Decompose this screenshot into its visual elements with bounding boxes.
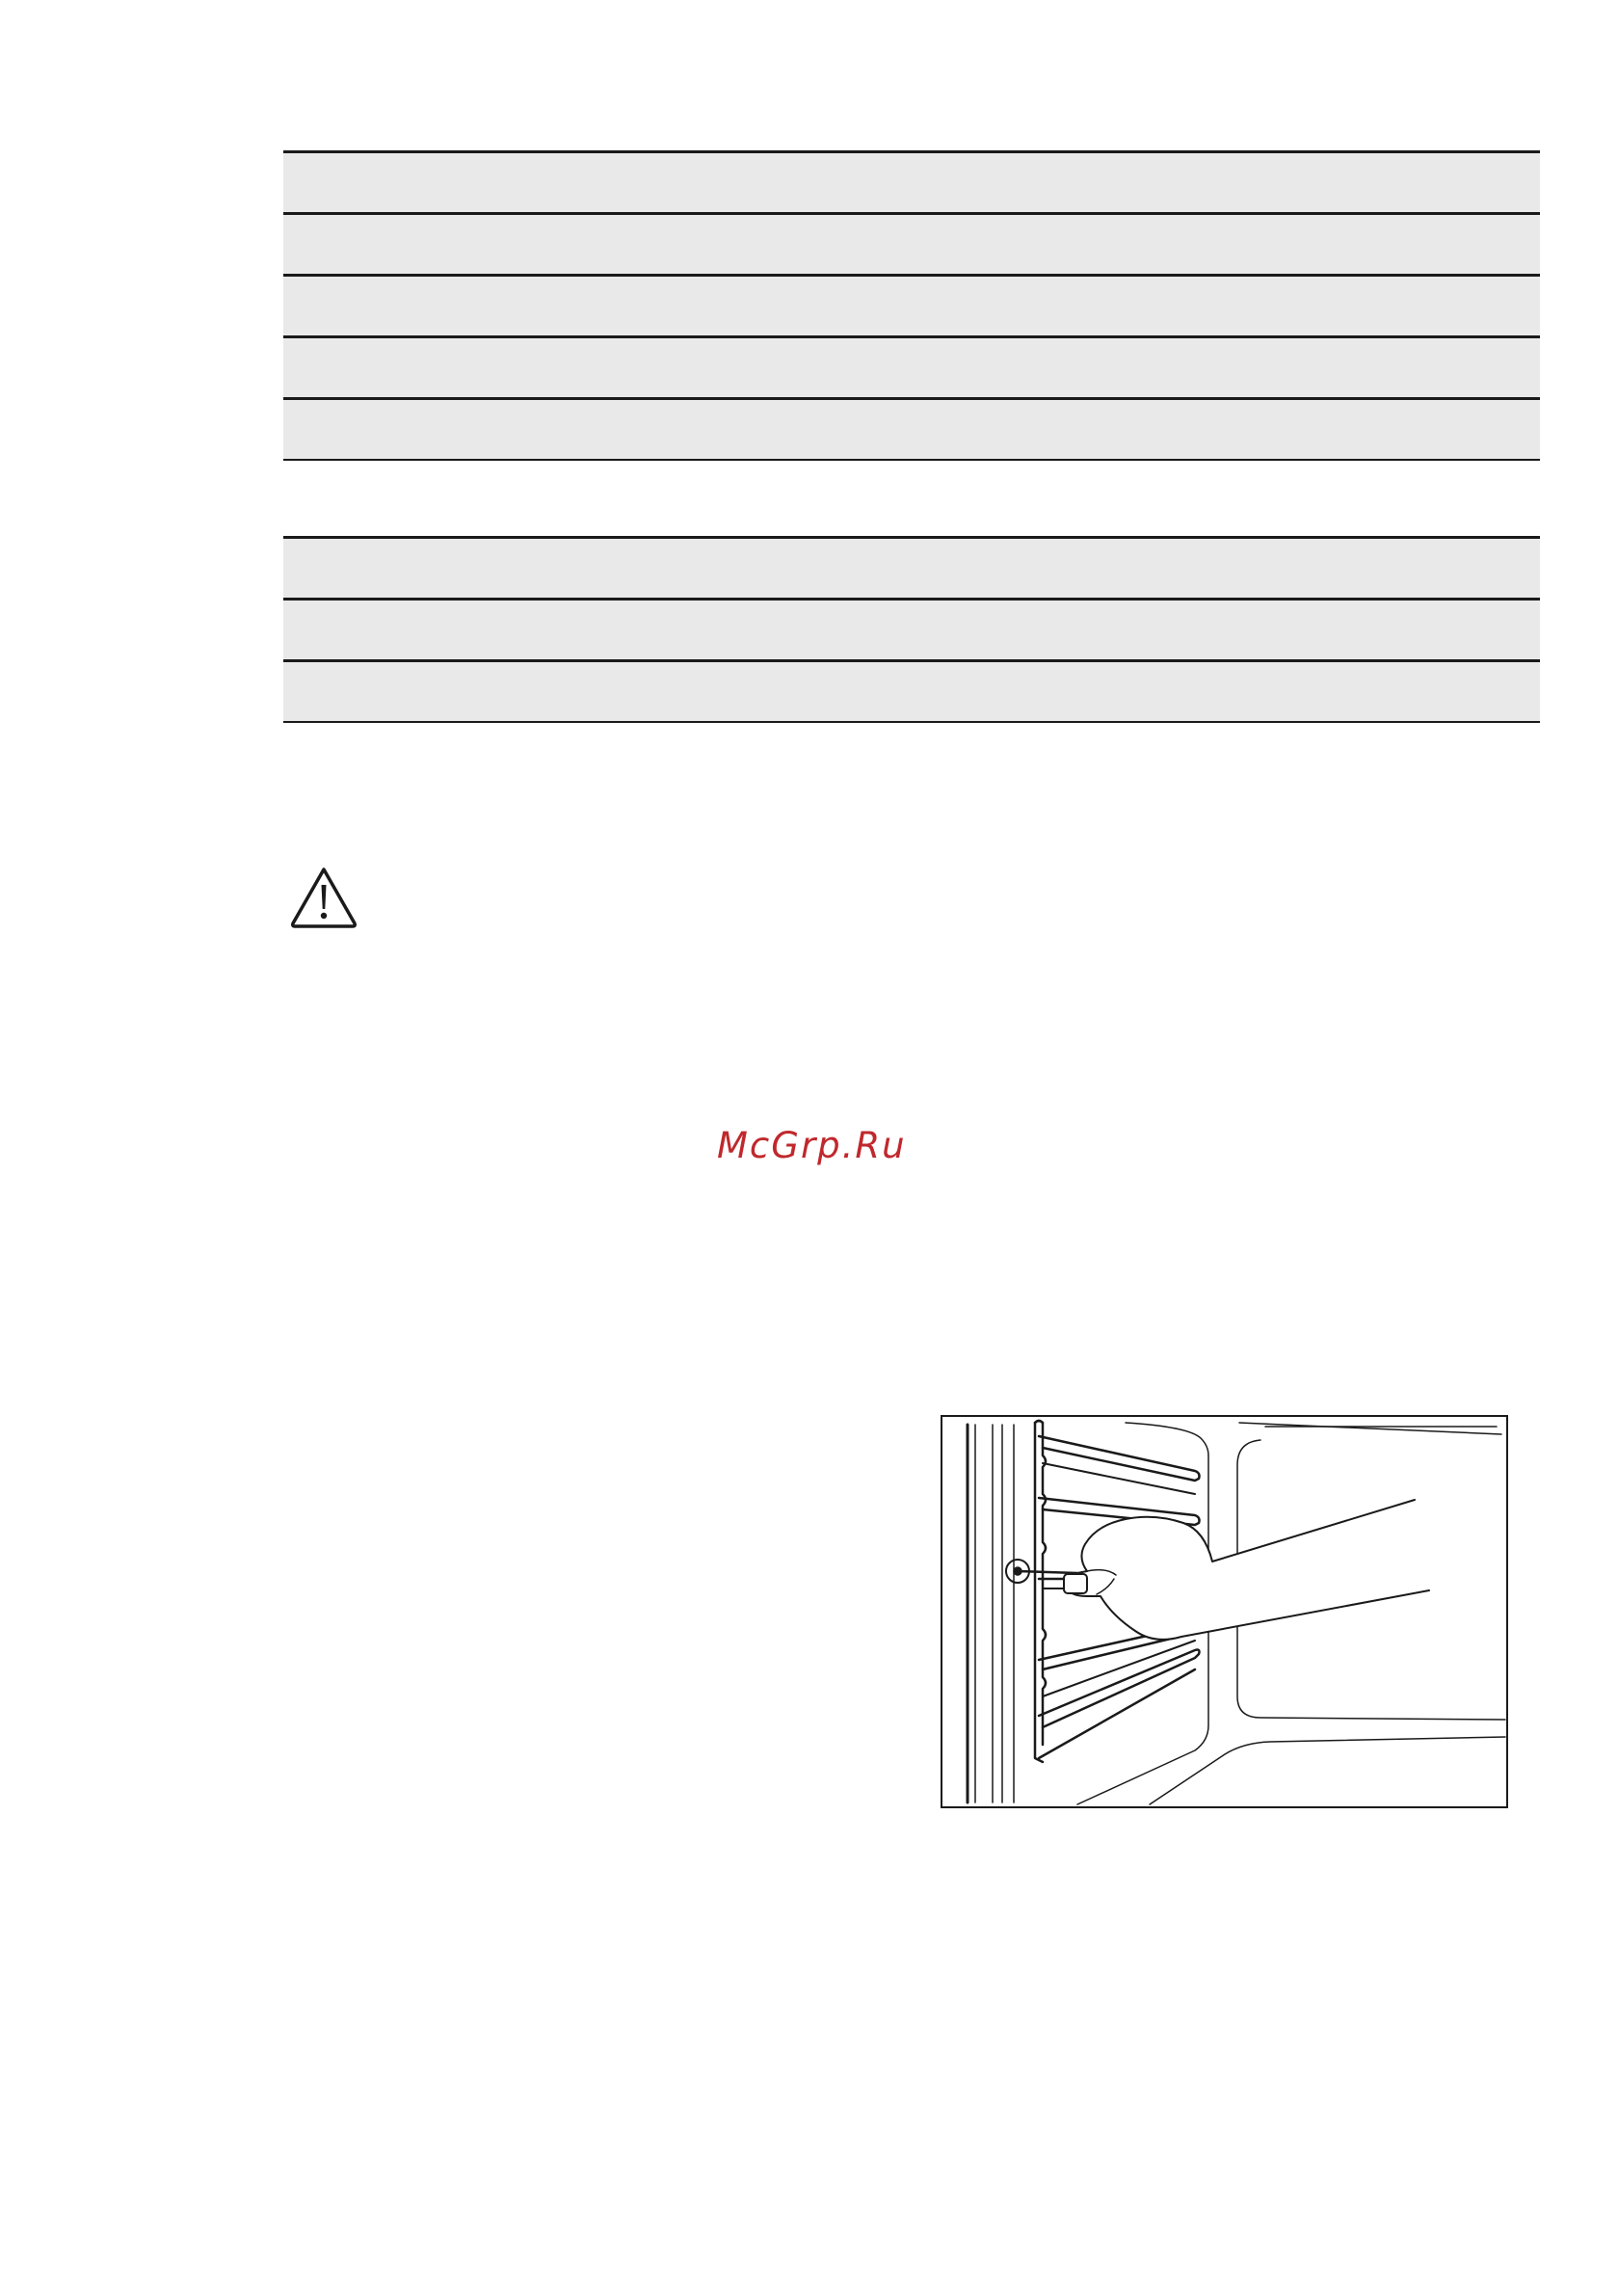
table-row [283,335,1540,397]
table-row [283,659,1540,723]
table-row [283,274,1540,335]
table-row [283,150,1540,212]
oven-shelf-illustration [941,1415,1508,1808]
table-row [283,212,1540,274]
warning-triangle-icon [289,866,358,929]
table-row [283,536,1540,598]
table-1 [283,150,1540,461]
table-row [283,397,1540,461]
table-row [283,598,1540,659]
table-2 [283,536,1540,723]
watermark-text: McGrp.Ru [717,1125,907,1166]
